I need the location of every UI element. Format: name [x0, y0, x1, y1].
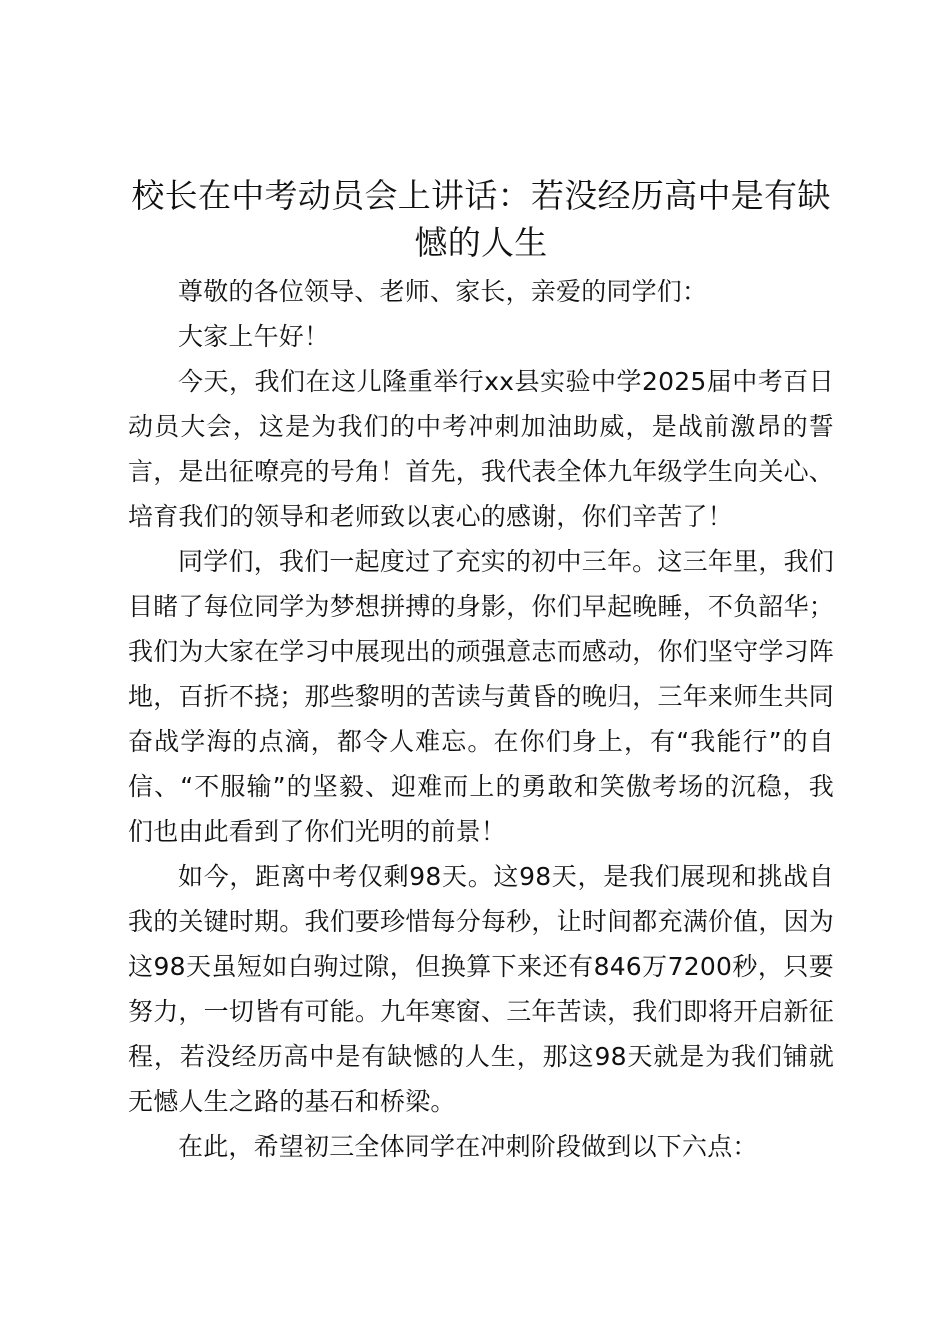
paragraph-six-points: 在此，希望初三全体同学在冲刺阶段做到以下六点：: [178, 1132, 758, 1161]
document-title: 校长在中考动员会上讲话：若没经历高中是有缺憾的人生: [131, 176, 831, 262]
document-content: [128, 172, 834, 1169]
paragraph-countdown: 如今，距离中考仅剩98天。这98天，是我们展现和挑战自我的关键时期。我们要珍惜每分每秒，让时间都充满价值，因为这98天虽短如白驹过隙，但换算下来还有846万7200秒，只要努力，一切皆有可能。九年寒窗、三年苦读，我们即将开启新征程，若没经历高中是有缺憾的人生，那这98天就是为我们铺就无憾人生之路的基石和桥梁。: [128, 862, 834, 1116]
paragraph-three-years: 同学们，我们一起度过了充实的初中三年。这三年里，我们目睹了每位同学为梦想拼搏的身影，你们早起晚睡，不负韶华；我们为大家在学习中展现出的顽强意志而感动，你们坚守学习阵地，百折不挠；那些黎明的苦读与黄昏的晚归，三年来师生共同奋战学海的点滴，都令人难忘。在你们身上，有“我能行”的自信、“不服输”的坚毅、迎难而上的勇敢和笑傲考场的沉稳，我们也由此看到了你们光明的前景！: [128, 547, 834, 846]
paragraph-salutation: 尊敬的各位领导、老师、家长，亲爱的同学们：: [178, 277, 708, 306]
paragraph-greeting: 大家上午好！: [178, 322, 330, 351]
paragraph-opening: 今天，我们在这儿隆重举行xx县实验中学2025届中考百日动员大会，这是为我们的中考冲刺加油助威，是战前激昂的誓言，是出征嘹亮的号角！首先，我代表全体九年级学生向关心、培育我们的领导和老师致以衷心的感谢，你们辛苦了！: [128, 367, 834, 531]
document-body: [128, 269, 834, 1169]
